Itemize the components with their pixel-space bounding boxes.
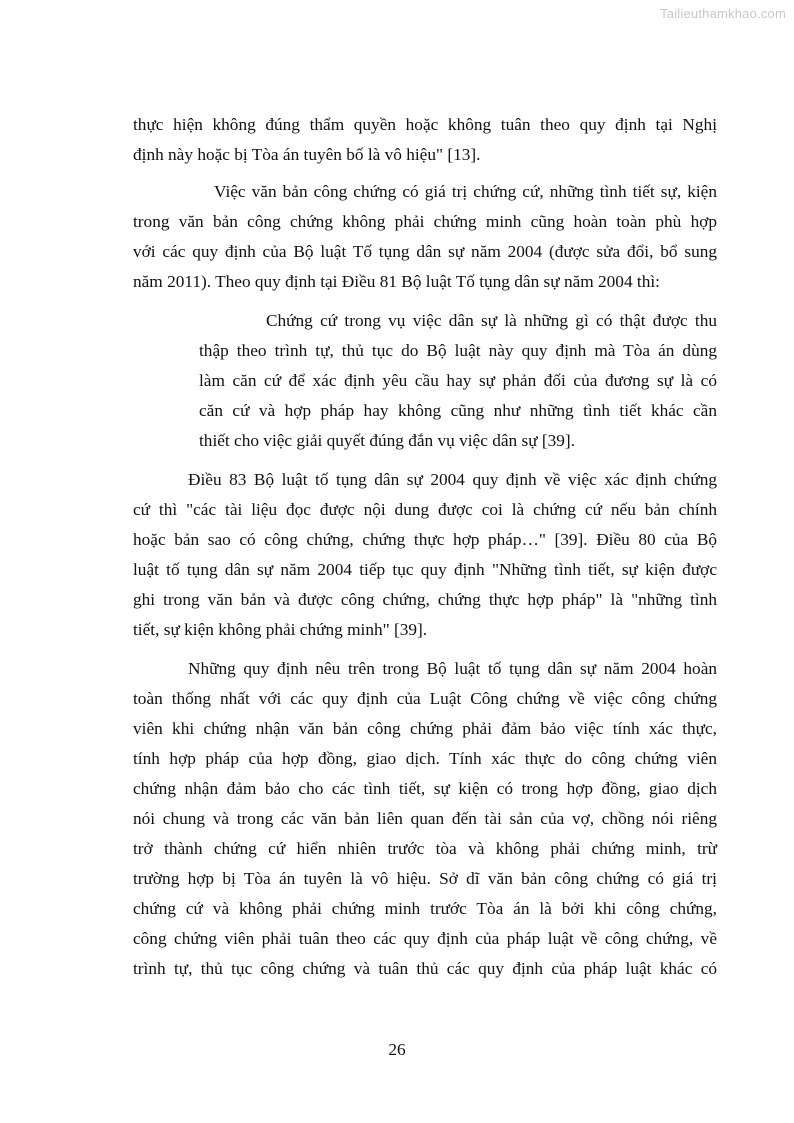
watermark: Tailieuthamkhao.com bbox=[660, 6, 786, 21]
text-line: căn cứ và hợp pháp hay không cũng như những tình tiết khác cần bbox=[199, 401, 717, 420]
text-line: cứ thì "các tài liệu đọc được nội dung được coi là chứng cứ nếu bản chính bbox=[133, 500, 717, 519]
text-line: thập theo trình tự, thủ tục do Bộ luật này quy định mà Tòa án dùng bbox=[199, 341, 717, 360]
text-line: tính hợp pháp của hợp đồng, giao dịch. Tính xác thực do công chứng viên bbox=[133, 749, 717, 768]
text-line: viên khi chứng nhận văn bản công chứng phải đảm bảo việc tính xác thực, bbox=[133, 719, 717, 738]
text-line: ghi trong văn bản và được công chứng, chứng thực hợp pháp" là "những tình bbox=[133, 590, 717, 609]
text-line: tiết, sự kiện không phải chứng minh" [39]. bbox=[133, 620, 428, 639]
text-line: Những quy định nêu trên trong Bộ luật tố tụng dân sự năm 2004 hoàn bbox=[188, 659, 717, 678]
text-line: Chứng cứ trong vụ việc dân sự là những gì có thật được thu bbox=[266, 311, 717, 330]
text-line: với các quy định của Bộ luật Tố tụng dân sự năm 2004 (được sửa đổi, bổ sung bbox=[133, 242, 717, 261]
text-line: Điều 83 Bộ luật tố tụng dân sự 2004 quy định về việc xác định chứng bbox=[188, 470, 717, 489]
text-line: luật tố tụng dân sự năm 2004 tiếp tục quy định "Những tình tiết, sự kiện được bbox=[133, 560, 717, 579]
text-line: trong văn bản công chứng không phải chứng minh cũng hoàn toàn phù hợp bbox=[133, 212, 717, 231]
text-line: trở thành chứng cứ hiển nhiên trước tòa và không phải chứng minh, trừ bbox=[133, 839, 717, 858]
text-line: trình tự, thủ tục công chứng và tuân thủ các quy định của pháp luật khác có bbox=[133, 959, 717, 978]
text-line: toàn thống nhất với các quy định của Luật Công chứng về việc công chứng bbox=[133, 689, 717, 708]
text-line: thiết cho việc giải quyết đúng đắn vụ việc dân sự [39]. bbox=[199, 431, 576, 450]
text-line: chứng cứ và không phải chứng minh trước Tòa án là bởi khi công chứng, bbox=[133, 899, 717, 918]
text-line: thực hiện không đúng thẩm quyền hoặc không tuân theo quy định tại Nghị bbox=[133, 115, 717, 134]
text-line: công chứng viên phải tuân theo các quy định của pháp luật về công chứng, về bbox=[133, 929, 717, 948]
text-line: trường hợp bị Tòa án tuyên là vô hiệu. Sở dĩ văn bản công chứng có giá trị bbox=[133, 869, 717, 888]
text-line: Việc văn bản công chứng có giá trị chứng cứ, những tình tiết sự, kiện bbox=[214, 182, 717, 201]
text-line: năm 2011). Theo quy định tại Điều 81 Bộ luật Tố tụng dân sự năm 2004 thì: bbox=[133, 272, 660, 291]
page-number: 26 bbox=[388, 1040, 406, 1059]
text-line: định này hoặc bị Tòa án tuyên bố là vô hiệu" [13]. bbox=[133, 145, 481, 164]
text-line: làm căn cứ để xác định yêu cầu hay sự phản đối của đương sự là có bbox=[199, 371, 717, 390]
text-line: hoặc bản sao có công chứng, chứng thực hợp pháp…" [39]. Điều 80 của Bộ bbox=[133, 530, 717, 549]
text-line: chứng nhận đảm bảo cho các tình tiết, sự kiện có trong hợp đồng, giao dịch bbox=[133, 779, 717, 798]
text-line: nói chung và trong các văn bản liên quan đến tài sản của vợ, chồng nói riêng bbox=[133, 809, 717, 828]
